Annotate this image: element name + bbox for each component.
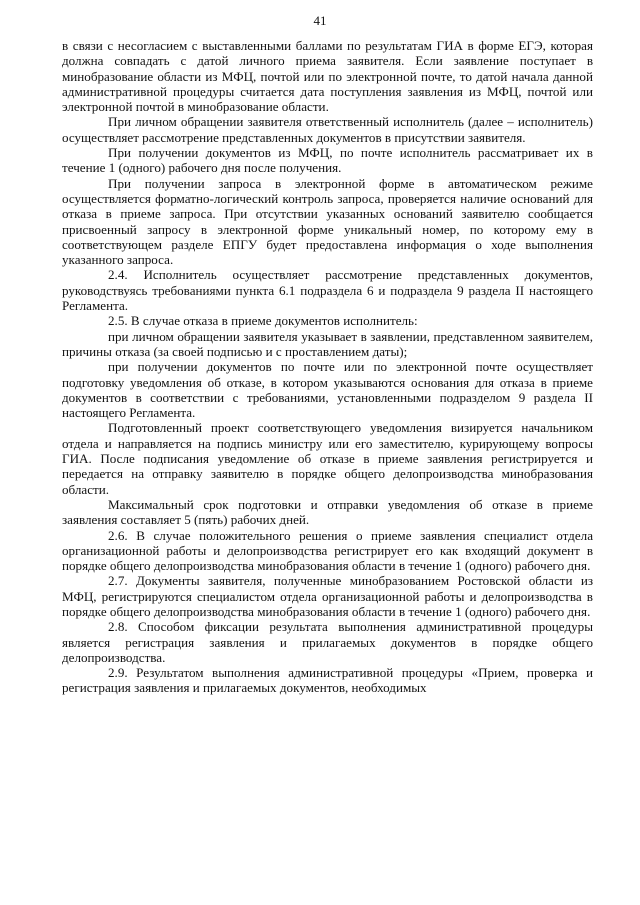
paragraph-2-7: 2.7. Документы заявителя, полученные минобразованием Ростовской области из МФЦ, регистрируются специалистом отдела организационной работы и делопроизводства в порядке общего делопроизводства минобразования области в течение 1 (одного) рабочего дня. <box>62 573 593 619</box>
paragraph-refusal-mail: при получении документов по почте или по электронной почте осуществляет подготовку уведомления об отказе, в котором указываются основания для отказа в приеме документов в соответствии с требованиями, установленными подразделом 9 раздела II настоящего Регламента. <box>62 359 593 421</box>
body-text <box>62 38 593 696</box>
paragraph-mfc-documents: При получении документов из МФЦ, по почте исполнитель рассматривает их в течение 1 (одного) рабочего дня после получения. <box>62 145 593 176</box>
paragraph-personal-appeal: При личном обращении заявителя ответственный исполнитель (далее – исполнитель) осуществляет рассмотрение представленных документов в присутствии заявителя. <box>62 114 593 145</box>
paragraph-2-6: 2.6. В случае положительного решения о приеме заявления специалист отдела организационной работы и делопроизводства регистрирует его как входящий документ в порядке общего делопроизводства минобразования области в течение 1 (одного) рабочего дня. <box>62 527 593 574</box>
paragraph-draft-notice: Подготовленный проект соответствующего уведомления визируется начальником отдела и направляется на подпись министру или его заместителю, курирующему вопросы ГИА. После подписания уведомление об отказе в приеме заявления регистрируется и передается на отправку заявителю в порядке общего делопроизводства минобразования области. <box>62 420 593 497</box>
paragraph-2-4: 2.4. Исполнитель осуществляет рассмотрение представленных документов, руководствуясь требованиями пункта 6.1 подраздела 6 и подраздела 9 раздела II настоящего Регламента. <box>62 267 593 314</box>
page-number: 41 <box>313 13 327 28</box>
paragraph-electronic-request: При получении запроса в электронной форме в автоматическом режиме осуществляется форматно-логический контроль запроса, проверяется наличие оснований для отказа в приеме запроса. При отсутствии указанных оснований заявителю сообщается присвоенный запросу в электронной форме уникальный номер, по которому ему в соответствующем разделе ЕПГУ будет предоставлена информация о ходе выполнения указанного запроса. <box>62 175 593 268</box>
paragraph-refusal-personal: при личном обращении заявителя указывает в заявлении, представленном заявителем, причины отказа (за своей подписью и с проставлением даты); <box>62 328 593 359</box>
paragraph-2-5: 2.5. В случае отказа в приеме документов исполнитель: <box>108 313 418 329</box>
paragraph-max-term: Максимальный срок подготовки и отправки уведомления об отказе в приеме заявления составляет 5 (пять) рабочих дней. <box>62 496 593 528</box>
paragraph-continuation: в связи с несогласием с выставленными баллами по результатам ГИА в форме ЕГЭ, которая должна совпадать с датой личного приема заявителя. Если заявление поступает в минобразование области из МФЦ, почтой или по электронной почте, то датой начала данной административной процедуры считается дата поступления заявления из МФЦ, почтой или электронной почтой в минобразование области. <box>62 38 593 115</box>
paragraph-2-9: 2.9. Результатом выполнения административной процедуры «Прием, проверка и регистрация заявления и прилагаемых документов, необходимых <box>62 665 593 696</box>
paragraph-2-8: 2.8. Способом фиксации результата выполнения административной процедуры является регистрация заявления и прилагаемых документов в порядке общего делопроизводства. <box>62 619 593 665</box>
